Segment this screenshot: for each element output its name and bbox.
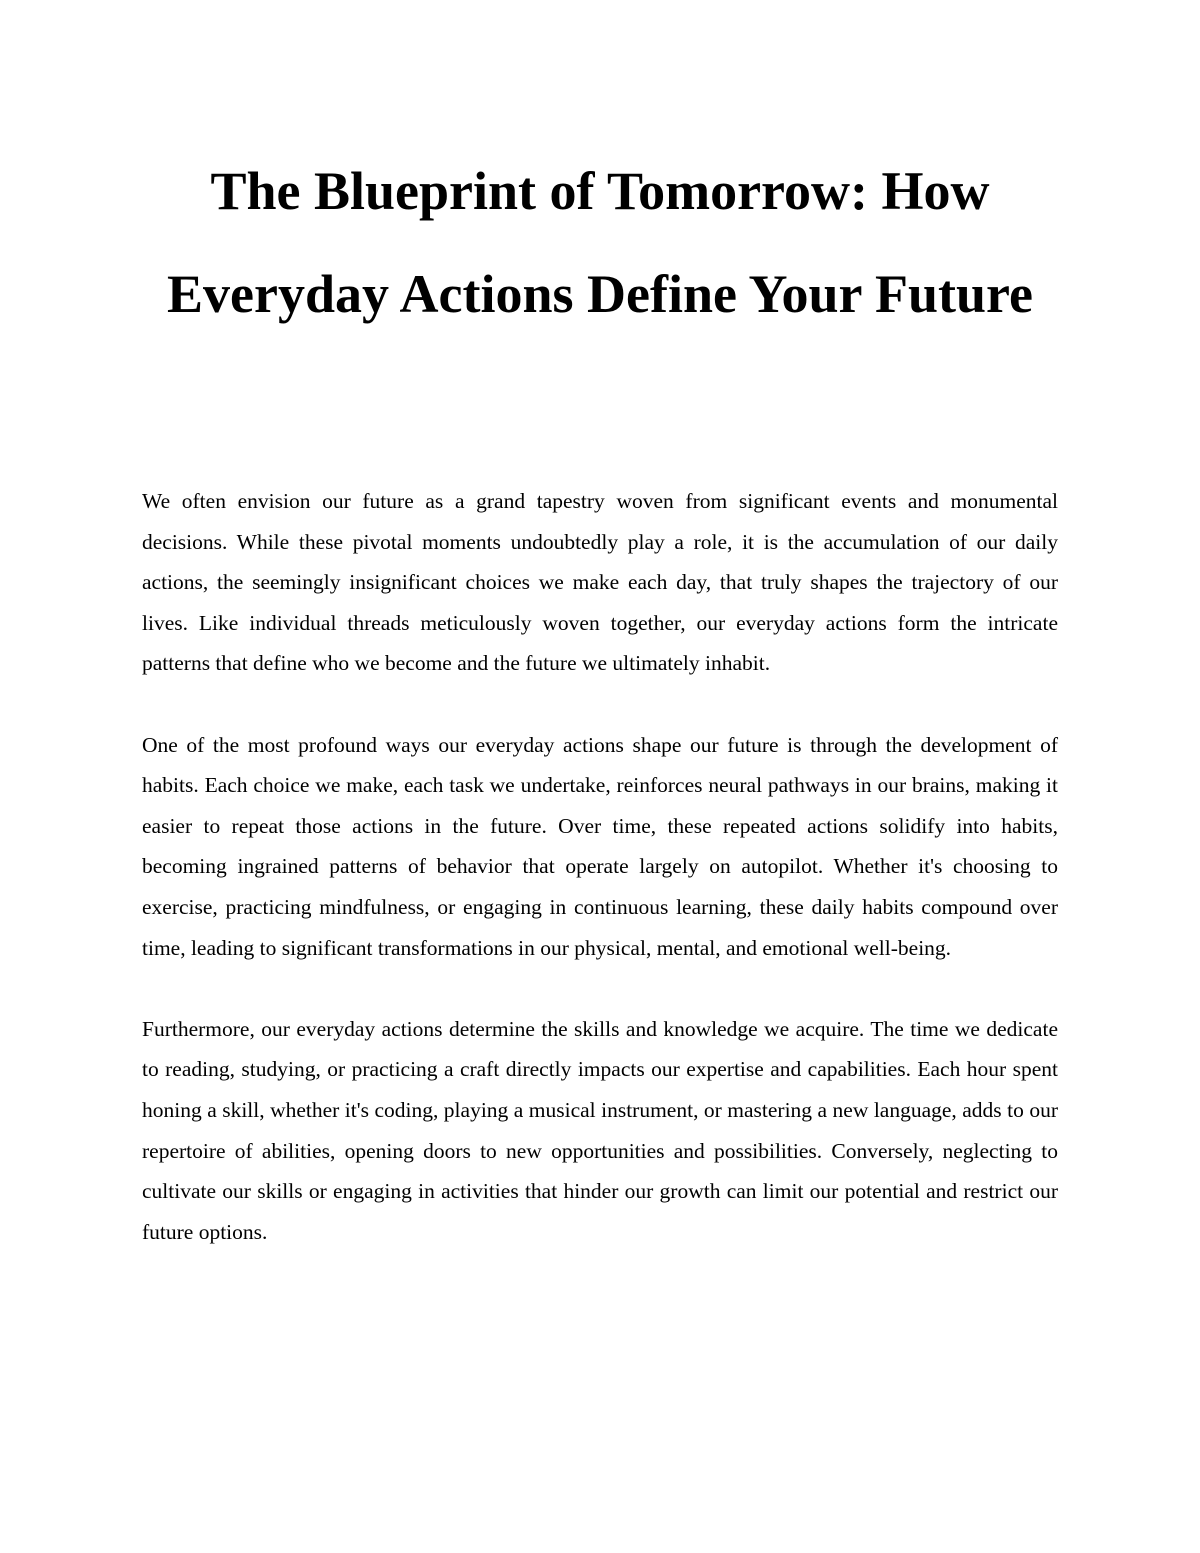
document-body bbox=[142, 481, 1058, 1293]
document-title: The Blueprint of Tomorrow: How Everyday Actions Define Your Future bbox=[167, 161, 1033, 324]
paragraph-3: Furthermore, our everyday actions determine the skills and knowledge we acquire. The time we dedicate to reading, studying, or practicing a craft directly impacts our expertise and capabilities. Each hour spent honing a skill, whether it's coding, playing a musical instrument, or mastering a new language, adds to our repertoire of abilities, opening doors to new opportunities and possibilities. Conversely, neglecting to cultivate our skills or engaging in activities that hinder our growth can limit our potential and restrict our future options. bbox=[142, 1016, 1058, 1244]
paragraph-2: One of the most profound ways our everyday actions shape our future is through the development of habits. Each choice we make, each task we undertake, reinforces neural pathways in our brains, making it easier to repeat those actions in the future. Over time, these repeated actions solidify into habits, becoming ingrained patterns of behavior that operate largely on autopilot. Whether it's choosing to exercise, practicing mindfulness, or engaging in continuous learning, these daily habits compound over time, leading to significant transformations in our physical, mental, and emotional well-being. bbox=[142, 732, 1058, 960]
paragraph-1: We often envision our future as a grand tapestry woven from significant events and monumental decisions. While these pivotal moments undoubtedly play a role, it is the accumulation of our daily actions, the seemingly insignificant choices we make each day, that truly shapes the trajectory of our lives. Like individual threads meticulously woven together, our everyday actions form the intricate patterns that define who we become and the future we ultimately inhabit. bbox=[142, 489, 1058, 676]
